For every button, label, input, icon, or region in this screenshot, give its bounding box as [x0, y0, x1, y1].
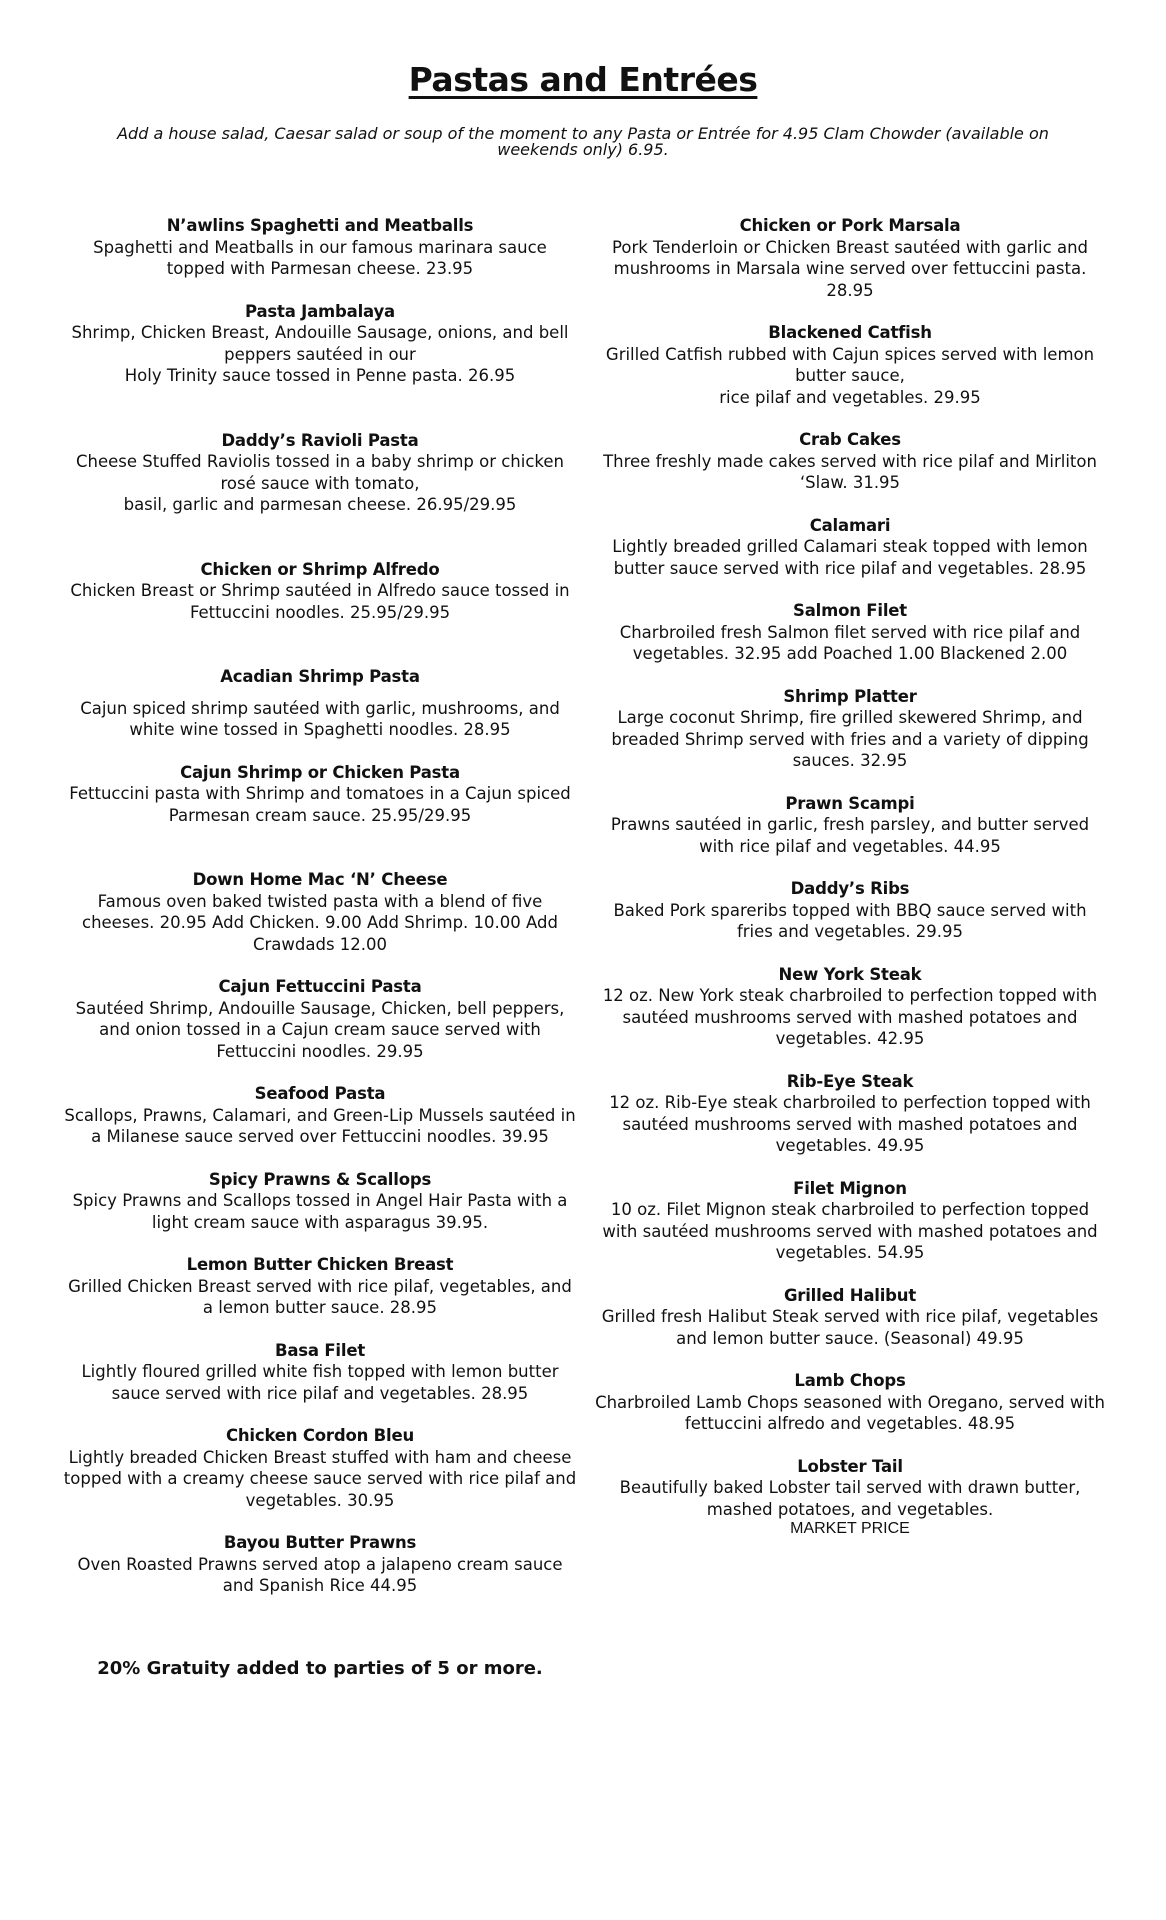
menu-item-name: Grilled Halibut	[783, 1285, 917, 1305]
menu-item	[60, 301, 580, 387]
menu-item-description: Sautéed Shrimp, Andouille Sausage, Chicken, bell peppers,	[75, 998, 565, 1018]
menu-item-name: Lemon Butter Chicken Breast	[186, 1255, 454, 1274]
menu-item-description: Grilled Chicken Breast served with rice pilaf, vegetables, and	[68, 1276, 572, 1296]
menu-item-description: Crawdads 12.00	[252, 934, 388, 954]
menu-item	[590, 1285, 1110, 1350]
menu-item-description: Fettuccini noodles. 29.95	[216, 1041, 424, 1061]
menu-item-description: vegetables. 49.95	[775, 1136, 925, 1155]
menu-item-description: vegetables. 30.95	[245, 1490, 395, 1510]
menu-item-description: with sautéed mushrooms served with mashed potatoes and	[602, 1221, 1098, 1241]
menu-item-description: with rice pilaf and vegetables. 44.95	[699, 836, 1001, 856]
menu-item	[590, 1071, 1110, 1157]
menu-item	[590, 1456, 1110, 1538]
menu-item-description: Lightly breaded grilled Calamari steak topped with lemon	[612, 537, 1088, 556]
menu-item	[60, 1254, 580, 1319]
menu-item-name: Lamb Chops	[794, 1371, 906, 1390]
menu-item	[590, 429, 1110, 494]
menu-item-description: 12 oz. New York steak charbroiled to perfection topped with	[602, 986, 1098, 1005]
menu-item	[60, 1532, 580, 1597]
menu-item-description: Fettuccini noodles. 25.95/29.95	[189, 602, 451, 622]
menu-item-name: New York Steak	[778, 964, 922, 984]
menu-item-description: white wine tossed in Spaghetti noodles. 28.95	[129, 720, 511, 739]
menu-item	[590, 215, 1110, 301]
menu-item-name: Bayou Butter Prawns	[223, 1533, 417, 1552]
menu-item	[60, 1083, 580, 1148]
menu-item-name: Basa Filet	[274, 1340, 366, 1360]
menu-item-name: Shrimp Platter	[783, 686, 917, 706]
menu-item-description: and Spanish Rice 44.95	[222, 1576, 418, 1595]
menu-item-description: Chicken Breast or Shrimp sautéed in Alfredo sauce tossed in	[70, 581, 570, 600]
menu-item-description: Lightly breaded Chicken Breast stuffed with ham and cheese	[68, 1447, 572, 1467]
menu-item-description: Charbroiled Lamb Chops seasoned with Oregano, served with	[595, 1392, 1105, 1412]
menu-item-description: vegetables. 54.95	[775, 1243, 925, 1262]
menu-item-description: breaded Shrimp served with fries and a variety of dipping	[611, 729, 1089, 749]
menu-item-description: Grilled Catfish rubbed with Cajun spices served with lemon	[605, 344, 1095, 364]
menu-item-description: and lemon butter sauce. (Seasonal) 49.95	[676, 1328, 1024, 1348]
menu-item-name: Prawn Scampi	[785, 793, 915, 813]
menu-item-description: Parmesan cream sauce. 25.95/29.95	[168, 805, 472, 825]
menu-item	[60, 976, 580, 1062]
menu-item-description: Cheese Stuffed Raviolis tossed in a baby shrimp or chicken	[75, 452, 564, 471]
right-menu-column	[590, 215, 1110, 1537]
menu-item-name: Salmon Filet	[793, 601, 907, 620]
menu-item	[60, 1425, 580, 1511]
menu-item-name: N’awlins Spaghetti and Meatballs	[166, 216, 474, 235]
menu-item	[60, 1340, 580, 1405]
menu-item-name: Seafood Pasta	[254, 1084, 386, 1103]
menu-item	[590, 964, 1110, 1050]
menu-item-description: vegetables. 32.95 add Poached 1.00 Blackened 2.00	[632, 644, 1068, 663]
menu-item	[590, 793, 1110, 858]
menu-item-description: light cream sauce with asparagus 39.95.	[151, 1212, 489, 1232]
menu-item-description: Scallops, Prawns, Calamari, and Green-Lip Mussels sautéed in	[64, 1105, 576, 1125]
menu-item	[60, 430, 580, 516]
menu-item	[60, 559, 580, 624]
menu-item	[60, 666, 580, 741]
menu-item-description: Holy Trinity sauce tossed in Penne pasta. 26.95	[124, 366, 516, 385]
menu-item-name: Filet Mignon	[793, 1178, 907, 1198]
menu-item-name: Chicken or Shrimp Alfredo	[200, 559, 440, 579]
menu-item-name: Cajun Fettuccini Pasta	[218, 977, 422, 996]
menu-item-name: Pasta Jambalaya	[245, 301, 395, 321]
menu-item-description: Beautifully baked Lobster tail served with drawn butter,	[619, 1478, 1081, 1497]
menu-item-name: Lobster Tail	[797, 1456, 903, 1476]
menu-item-description: sautéed mushrooms served with mashed potatoes and	[622, 1007, 1078, 1027]
menu-item-name: Chicken Cordon Bleu	[225, 1426, 415, 1445]
menu-item-description: 12 oz. Rib-Eye steak charbroiled to perfection topped with	[609, 1093, 1091, 1112]
menu-item-description: a lemon butter sauce. 28.95	[202, 1298, 438, 1317]
menu-item	[590, 600, 1110, 665]
menu-item	[590, 322, 1110, 408]
menu-item-name: Daddy’s Ribs	[790, 879, 910, 898]
menu-item-description: Prawns sautéed in garlic, fresh parsley, and butter served	[610, 815, 1090, 834]
menu-item-description: Grilled fresh Halibut Steak served with rice pilaf, vegetables	[601, 1307, 1099, 1326]
menu-item-description: Spicy Prawns and Scallops tossed in Angel Hair Pasta with a	[72, 1191, 568, 1210]
menu-item-name: Down Home Mac ‘N’ Cheese	[192, 870, 448, 889]
menu-item-description: Charbroiled fresh Salmon filet served with rice pilaf and	[619, 622, 1081, 642]
menu-item-name: Crab Cakes	[799, 430, 901, 449]
menu-subtitle: Add a house salad, Caesar salad or soup of the moment to any Pasta or Entrée for 4.95 Clam Chowder (available on weekends only) 6.95.	[117, 124, 1049, 159]
market-price-label: MARKET PRICE	[790, 1520, 910, 1537]
menu-item-name: Calamari	[809, 515, 891, 535]
menu-item-name: Rib-Eye Steak	[786, 1071, 914, 1091]
menu-item-description: 10 oz. Filet Mignon steak charbroiled to perfection topped	[610, 1200, 1090, 1219]
menu-item-name: Cajun Shrimp or Chicken Pasta	[180, 762, 460, 782]
menu-item-description: a Milanese sauce served over Fettuccini noodles. 39.95	[91, 1127, 549, 1146]
menu-item	[590, 1370, 1110, 1435]
menu-item-description: peppers sautéed in our	[224, 344, 416, 364]
menu-item	[60, 762, 580, 827]
menu-item-description: Lightly floured grilled white fish topped with lemon butter	[81, 1362, 559, 1381]
menu-item-description: Famous oven baked twisted pasta with a blend of five	[97, 891, 543, 911]
menu-item-description: Fettuccini pasta with Shrimp and tomatoes in a Cajun spiced	[69, 784, 571, 803]
menu-item-description: basil, garlic and parmesan cheese. 26.95/29.95	[123, 495, 517, 514]
menu-item-description: Shrimp, Chicken Breast, Andouille Sausage, onions, and bell	[71, 323, 569, 342]
menu-item-description: Oven Roasted Prawns served atop a jalapeno cream sauce	[77, 1554, 563, 1574]
menu-item-description: fettuccini alfredo and vegetables. 48.95	[684, 1414, 1016, 1433]
menu-item-description: Cajun spiced shrimp sautéed with garlic, mushrooms, and	[80, 698, 560, 718]
menu-item-description: 28.95	[826, 280, 874, 300]
menu-item-description: cheeses. 20.95 Add Chicken. 9.00 Add Shrimp. 10.00 Add	[82, 913, 558, 932]
menu-item	[590, 515, 1110, 580]
menu-item-description: Pork Tenderloin or Chicken Breast sautéed with garlic and	[612, 237, 1088, 257]
menu-item-description: Spaghetti and Meatballs in our famous marinara sauce	[93, 237, 547, 257]
menu-item	[590, 686, 1110, 772]
menu-item-description: mushrooms in Marsala wine served over fettuccini pasta.	[613, 259, 1087, 278]
menu-item-description: mashed potatoes, and vegetables.	[706, 1499, 994, 1519]
menu-item	[590, 878, 1110, 943]
menu-item	[590, 1178, 1110, 1264]
menu-item-description: fries and vegetables. 29.95	[736, 922, 964, 941]
menu-item-description: topped with a creamy cheese sauce served with rice pilaf and	[63, 1469, 577, 1488]
menu-item-description: Baked Pork spareribs topped with BBQ sauce served with	[613, 900, 1087, 920]
menu-item-description: Large coconut Shrimp, fire grilled skewered Shrimp, and	[617, 708, 1083, 727]
menu-item-description: rosé sauce with tomato,	[220, 473, 420, 493]
menu-item-name: Spicy Prawns & Scallops	[208, 1169, 432, 1189]
menu-item-description: rice pilaf and vegetables. 29.95	[719, 387, 981, 407]
menu-item-description: sautéed mushrooms served with mashed potatoes and	[622, 1114, 1078, 1134]
menu-item-description: sauce served with rice pilaf and vegetables. 28.95	[111, 1383, 529, 1403]
menu-item	[60, 1169, 580, 1234]
menu-item	[60, 215, 580, 280]
menu-item-description: and onion tossed in a Cajun cream sauce served with	[99, 1020, 541, 1039]
menu-item-name: Daddy’s Ravioli Pasta	[221, 430, 419, 450]
menu-item-name: Blackened Catfish	[768, 323, 932, 342]
menu-item-description: ‘Slaw. 31.95	[799, 473, 901, 492]
menu-item-description: Three freshly made cakes served with rice pilaf and Mirliton	[603, 451, 1097, 471]
menu-item-description: butter sauce,	[795, 366, 905, 385]
left-menu-column	[60, 215, 580, 1597]
menu-item-description: topped with Parmesan cheese. 23.95	[166, 259, 474, 278]
menu-item-description: vegetables. 42.95	[775, 1029, 925, 1048]
menu-item-name: Acadian Shrimp Pasta	[220, 667, 420, 686]
menu-item-description: butter sauce served with rice pilaf and vegetables. 28.95	[613, 558, 1087, 578]
menu-item-name: Chicken or Pork Marsala	[739, 216, 961, 235]
menu-item-description: sauces. 32.95	[792, 751, 908, 770]
page-title: Pastas and Entrées	[408, 60, 758, 99]
gratuity-note: 20% Gratuity added to parties of 5 or more.	[97, 1658, 543, 1679]
menu-item	[60, 869, 580, 955]
